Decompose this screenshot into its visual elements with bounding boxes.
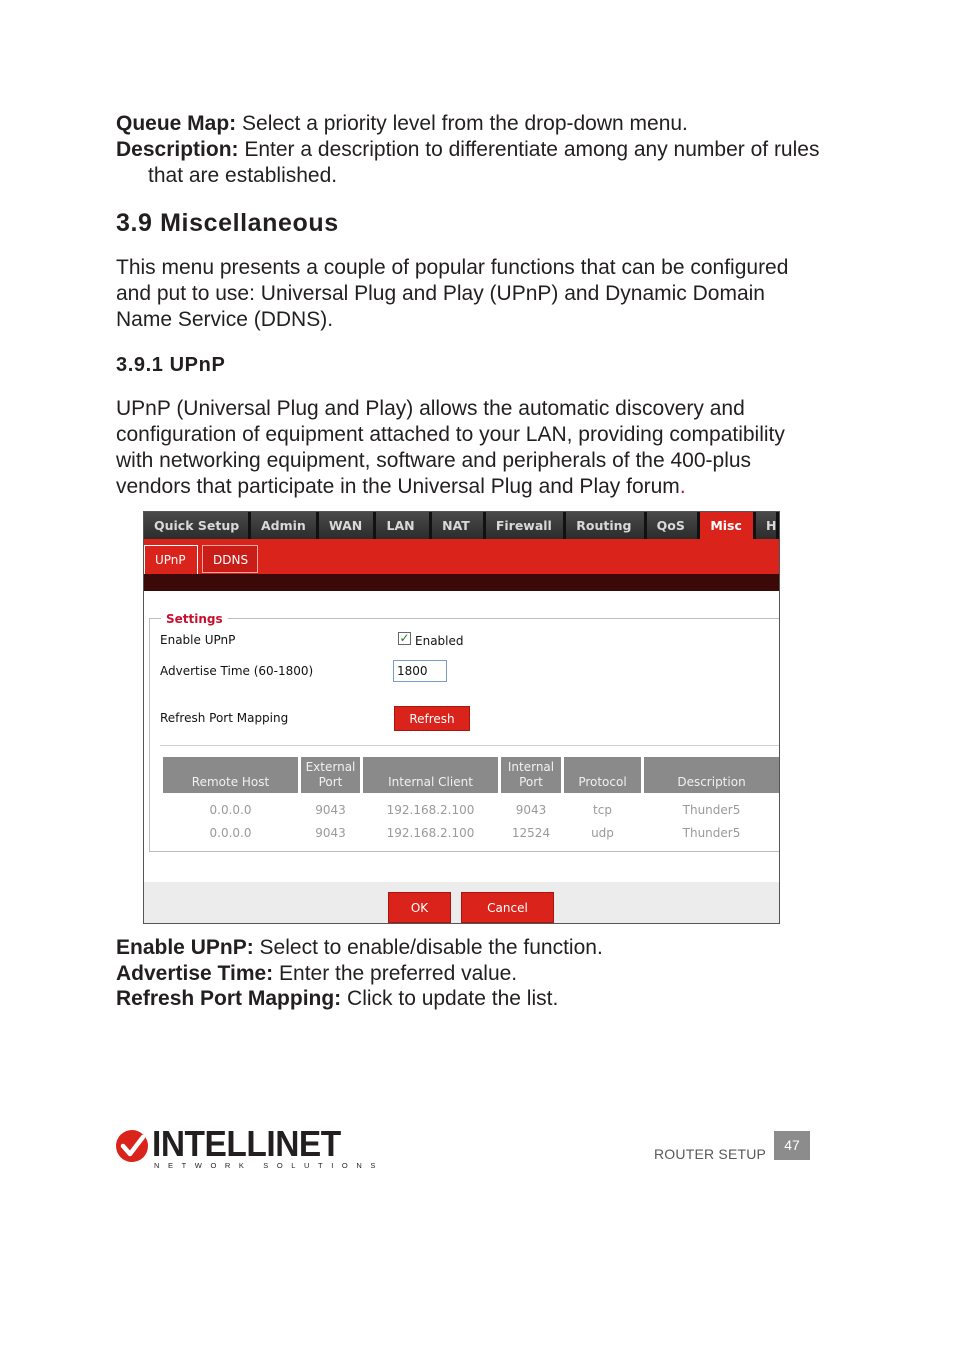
enable-upnp-paragraph <box>116 935 826 961</box>
refresh-button[interactable]: Refresh <box>394 706 470 731</box>
col-header-external-port <box>301 757 360 793</box>
router-ui-screenshot <box>143 511 780 924</box>
check-mark-icon: ✓ <box>399 631 410 645</box>
logo-tagline: NETWORK SOLUTIONS <box>154 1161 384 1170</box>
queue-map-term: Queue Map: <box>116 112 237 135</box>
col-header-line2: Port <box>318 775 343 789</box>
button-footer <box>144 882 779 923</box>
logo-wordmark: INTELLINET <box>152 1123 341 1164</box>
col-header-protocol <box>564 757 641 793</box>
col-header-line2: Port <box>519 775 543 789</box>
subsection-period: . <box>679 475 686 498</box>
queue-map-text: Select a priority level from the drop-down menu. <box>236 112 688 135</box>
cell-protocol: udp <box>591 826 614 840</box>
cell-protocol: tcp <box>593 803 612 817</box>
subsection-body <box>116 396 826 500</box>
tab-misc[interactable]: Misc <box>700 512 756 539</box>
refresh-mapping-text: Click to update the list. <box>341 987 559 1010</box>
tab-routing[interactable]: Routing <box>566 512 646 539</box>
subtab-upnp[interactable]: UPnP <box>144 545 198 574</box>
tab-lan[interactable]: LAN <box>376 512 432 539</box>
advertise-time-input[interactable]: 1800 <box>393 660 447 682</box>
col-header-internal-port <box>501 757 561 793</box>
tab-qos[interactable]: QoS <box>647 512 701 539</box>
advertise-time-text: Enter the preferred value. <box>273 962 518 985</box>
refresh-mapping-term: Refresh Port Mapping: <box>116 987 342 1010</box>
subsection-heading: 3.9.1 UPnP <box>116 354 226 376</box>
description-paragraph <box>116 137 858 189</box>
cell-external-port: 9043 <box>315 826 346 840</box>
col-header-line2: Internal Client <box>388 775 473 789</box>
col-header-internal-client <box>363 757 498 793</box>
tab-wan[interactable]: WAN <box>319 512 377 539</box>
section-body: This menu presents a couple of popular functions that can be configured and put to use: Universal Plug and Play (UPnP) and Dynamic Domain Name Service (DDNS). <box>116 256 789 331</box>
advertise-time-paragraph <box>116 961 826 987</box>
col-header-line1: Internal <box>507 760 555 774</box>
tab-help-partial[interactable]: H <box>756 512 779 539</box>
col-header-remote-host <box>163 757 298 793</box>
queue-map-paragraph <box>116 111 826 137</box>
advertise-time-label: Advertise Time (60-1800) <box>160 664 314 678</box>
col-header-description <box>644 757 779 793</box>
cell-remote-host: 0.0.0.0 <box>209 803 252 817</box>
page-number: 47 <box>774 1131 810 1160</box>
footer-section-label: ROUTER SETUP <box>654 1146 767 1162</box>
col-header-line2: Remote Host <box>191 775 270 789</box>
logo-check-icon <box>114 1128 150 1164</box>
enable-upnp-text: Select to enable/disable the function. <box>253 936 603 959</box>
tab-nat[interactable]: NAT <box>432 512 486 539</box>
main-tab-bar <box>144 512 779 539</box>
cell-remote-host: 0.0.0.0 <box>209 826 252 840</box>
intellinet-logo <box>114 1123 384 1174</box>
tab-firewall[interactable]: Firewall <box>486 512 566 539</box>
enabled-checkbox-label: Enabled <box>415 634 464 648</box>
cell-internal-port: 9043 <box>515 803 547 817</box>
cell-external-port: 9043 <box>315 803 346 817</box>
col-header-line2: Protocol <box>578 775 627 789</box>
tab-admin[interactable]: Admin <box>251 512 319 539</box>
enable-upnp-checkbox[interactable] <box>398 632 411 645</box>
cell-internal-client: 192.168.2.100 <box>386 826 475 840</box>
tab-quick-setup[interactable]: Quick Setup <box>144 512 251 539</box>
enable-upnp-term: Enable UPnP: <box>116 936 254 959</box>
description-text: Enter a description to differentiate among any number of rules that are established. <box>148 138 820 187</box>
subtab-ddns[interactable]: DDNS <box>202 545 258 573</box>
col-header-line2: Description <box>677 775 746 789</box>
cell-description: Thunder5 <box>682 826 741 840</box>
advertise-time-term: Advertise Time: <box>116 962 274 985</box>
cancel-button[interactable]: Cancel <box>461 892 554 923</box>
refresh-port-mapping-label: Refresh Port Mapping <box>160 711 289 725</box>
subsection-body-text: UPnP (Universal Plug and Play) allows the automatic discovery and configuration of equipment attached to your LAN, providing compatibility with networking equipment, software and peripherals of the 400-plus vendors that participate in the Universal Plug and Play forum <box>116 397 785 498</box>
settings-legend: Settings <box>161 612 228 626</box>
dark-divider-bar <box>144 574 779 591</box>
ok-button[interactable]: OK <box>388 892 451 923</box>
settings-separator <box>160 745 779 746</box>
cell-internal-client: 192.168.2.100 <box>386 803 475 817</box>
enable-upnp-label: Enable UPnP <box>160 633 236 647</box>
section-heading: 3.9 Miscellaneous <box>116 209 339 237</box>
description-term: Description: <box>116 138 239 161</box>
sub-tab-bar <box>144 539 779 574</box>
cell-internal-port: 12524 <box>511 826 551 840</box>
cell-description: Thunder5 <box>682 803 741 817</box>
col-header-line1: External <box>305 760 356 774</box>
refresh-mapping-paragraph <box>116 986 826 1012</box>
